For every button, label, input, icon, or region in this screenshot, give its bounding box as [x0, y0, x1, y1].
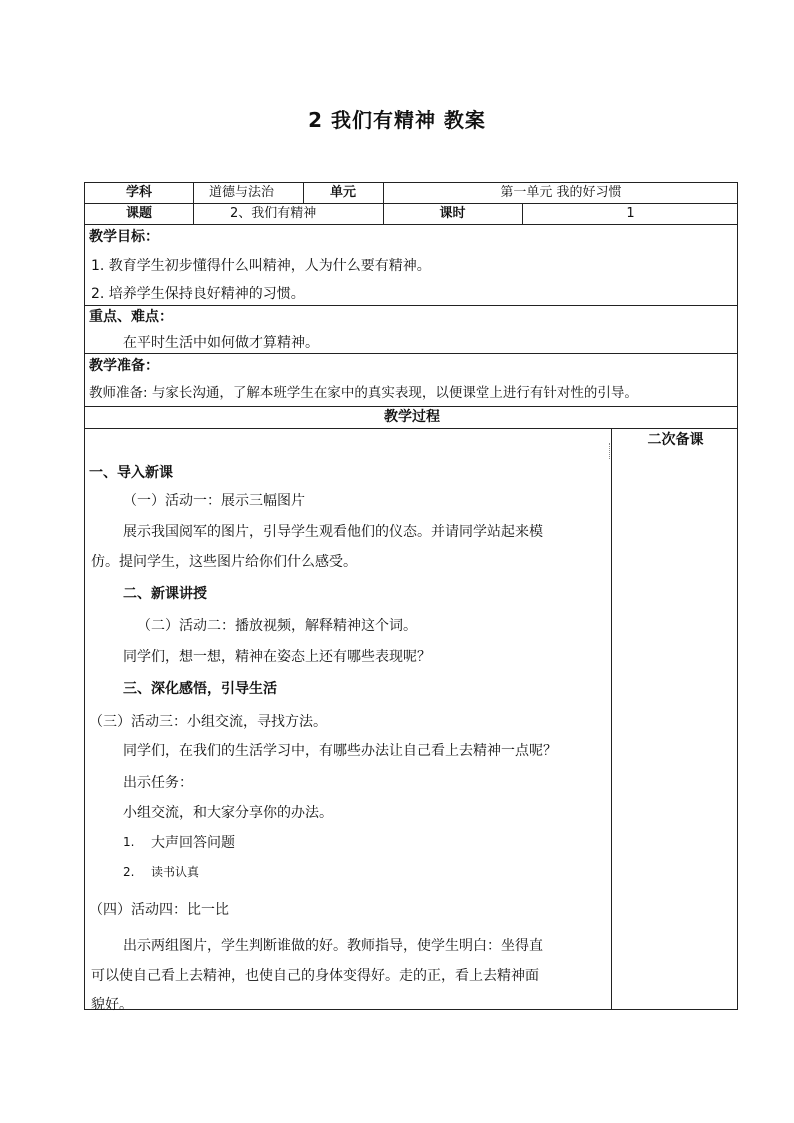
- body-line: 貌好。: [91, 997, 133, 1013]
- body-line: 仿。提问学生，这些图片给你们什么感受。: [91, 554, 357, 570]
- activity-line: （二）活动二：播放视频，解释精神这个词。: [137, 618, 417, 634]
- objective-item: 1. 教育学生初步懂得什么叫精神，人为什么要有精神。: [91, 258, 431, 274]
- body-line: 出示任务：: [123, 775, 193, 791]
- body-line: 小组交流，和大家分享你的办法。: [123, 805, 333, 821]
- process-heading: 教学过程: [384, 409, 440, 425]
- row-divider: [85, 353, 737, 354]
- row-divider: [85, 428, 737, 429]
- document-title: 2 我们有精神 教案: [308, 108, 486, 132]
- preparation-heading: 教学准备：: [89, 358, 159, 374]
- list-number: 1.: [123, 835, 135, 849]
- section-heading: 三、深化感悟，引导生活: [123, 681, 277, 697]
- unit-label: 单元: [329, 185, 356, 200]
- col-divider: [611, 428, 612, 1010]
- objectives-heading: 教学目标：: [89, 229, 159, 245]
- activity-line: （一）活动一：展示三幅图片: [123, 493, 305, 509]
- section-heading: 二、新课讲授: [123, 586, 207, 602]
- second-prep-heading: 二次备课: [647, 432, 704, 448]
- section-heading: 一、导入新课: [89, 465, 173, 481]
- key-points-text: 在平时生活中如何做才算精神。: [123, 335, 319, 351]
- row-divider: [85, 305, 737, 306]
- body-line: 出示两组图片，学生判断谁做的好。教师指导，使学生明白：坐得直: [123, 938, 543, 954]
- objective-item: 2. 培养学生保持良好精神的习惯。: [91, 286, 305, 302]
- row-divider: [85, 224, 737, 225]
- body-line: 展示我国阅军的图片，引导学生观看他们的仪态。并请同学站起来模: [123, 524, 543, 540]
- list-item: 读书认真: [151, 865, 200, 879]
- list-item: 大声回答问题: [151, 835, 235, 851]
- subject-label: 学科: [125, 185, 152, 200]
- lesson-plan-table: [84, 182, 738, 1013]
- unit-value: 第一单元 我的好习惯: [500, 185, 622, 200]
- col-divider: [193, 183, 194, 203]
- col-divider: [193, 203, 194, 224]
- activity-line: （三）活动三：小组交流，寻找方法。: [89, 714, 327, 730]
- period-value: 1: [626, 206, 635, 221]
- topic-label: 课题: [125, 206, 152, 221]
- list-number: 2.: [123, 865, 135, 879]
- body-line: 可以使自己看上去精神，也使自己的身体变得好。走的正，看上去精神面: [91, 968, 539, 984]
- activity-line: （四）活动四：比一比: [89, 902, 229, 918]
- subject-value: 道德与法治: [209, 185, 275, 200]
- period-label: 课时: [439, 206, 466, 221]
- preparation-text: 教师准备: 与家长沟通，了解本班学生在家中的真实表现，以便课堂上进行有针对性的引导。: [89, 385, 638, 401]
- body-line: 同学们，想一想，精神在姿态上还有哪些表现呢？: [123, 649, 431, 665]
- body-line: 同学们，在我们的生活学习中，有哪些办法让自己看上去精神一点呢？: [123, 743, 557, 759]
- topic-value: 2、我们有精神: [230, 206, 317, 221]
- key-points-heading: 重点、难点：: [89, 309, 173, 325]
- col-marker: [609, 443, 610, 459]
